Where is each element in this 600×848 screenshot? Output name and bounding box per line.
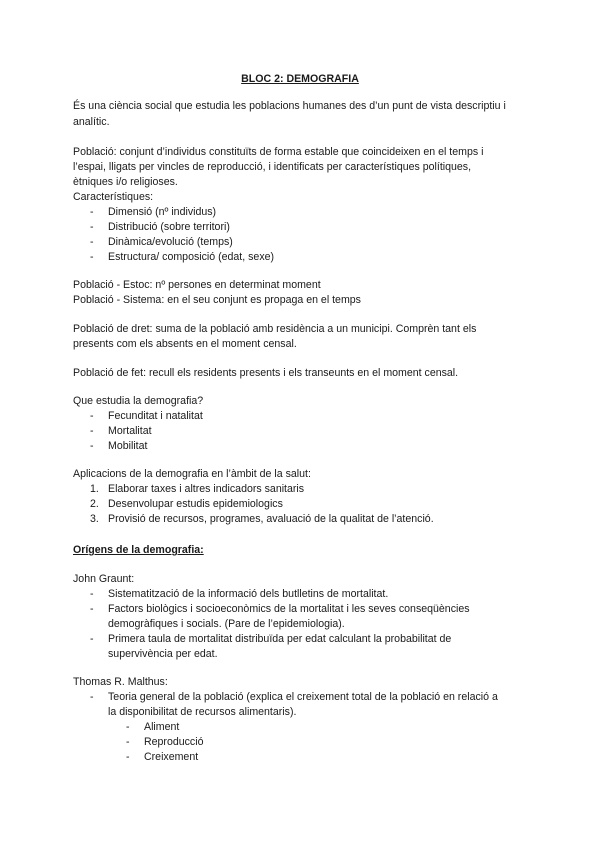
malthus-name: Thomas R. Malthus:	[73, 676, 168, 688]
poblacio-dret-line-2: presents com els absents en el moment censal.	[73, 338, 297, 350]
bullet-dash: -	[126, 751, 130, 763]
malthus-sub-item: Creixement	[144, 751, 199, 763]
que-estudia-item: Mortalitat	[108, 425, 152, 437]
caracteristiques-label: Característiques:	[73, 191, 154, 203]
intro-line-2: analític.	[73, 116, 110, 128]
aplicacio-item: Elaborar taxes i altres indicadors sanitaris	[108, 483, 305, 495]
caracteristica-item: Dimensió (nº individus)	[108, 206, 217, 218]
poblacio-def-line-2: l’espai, lligats per vincles de reproducció, i identificats per característiques polítiques,	[73, 161, 472, 173]
poblacio-sistema: Població - Sistema: en el seu conjunt es propaga en el temps	[73, 294, 361, 306]
malthus-item: Teoria general de la població (explica el creixement total de la població en relació a	[108, 691, 498, 703]
bullet-dash: -	[90, 236, 94, 248]
caracteristica-item: Estructura/ composició (edat, sexe)	[108, 251, 275, 263]
bullet-dash: -	[90, 206, 94, 218]
poblacio-def-line-1: Població: conjunt d’individus constituïts de forma estable que coincideixen en el temps i	[73, 146, 484, 158]
aplicacions-label: Aplicacions de la demografia en l’àmbit de la salut:	[73, 468, 311, 480]
aplicacio-item: Desenvolupar estudis epidemiologics	[108, 498, 283, 510]
bullet-dash: -	[90, 251, 94, 263]
bullet-dash: -	[90, 410, 94, 422]
bullet-dash: -	[90, 588, 94, 600]
malthus-sub-item: Aliment	[144, 721, 180, 733]
caracteristica-item: Dinàmica/evolució (temps)	[108, 236, 233, 248]
bullet-dash: -	[90, 221, 94, 233]
bullet-dash: -	[126, 721, 130, 733]
aplicacio-item: Provisió de recursos, programes, avaluació de la qualitat de l’atenció.	[108, 513, 434, 525]
list-number: 3.	[90, 513, 99, 525]
intro-line-1: És una ciència social que estudia les poblacions humanes des d’un punt de vista descriptiu i	[73, 100, 506, 112]
que-estudia-item: Fecunditat i natalitat	[108, 410, 203, 422]
que-estudia-item: Mobilitat	[108, 440, 148, 452]
graunt-item-cont: demogràfiques i socials. (Pare de l’epidemiologia).	[108, 618, 345, 630]
poblacio-fet: Població de fet: recull els residents presents i els transeunts en el moment censal.	[73, 367, 459, 379]
poblacio-estoc: Població - Estoc: nº persones en determinat moment	[73, 279, 321, 291]
caracteristica-item: Distribució (sobre territori)	[108, 221, 230, 233]
bullet-dash: -	[90, 691, 94, 703]
bullet-dash: -	[90, 440, 94, 452]
bullet-dash: -	[126, 736, 130, 748]
bullet-dash: -	[90, 425, 94, 437]
page-title: BLOC 2: DEMOGRAFIA	[241, 73, 359, 85]
list-number: 1.	[90, 483, 99, 495]
poblacio-def-line-3: ètniques i/o religioses.	[73, 176, 178, 188]
graunt-item: Sistematització de la informació dels butlletins de mortalitat.	[108, 588, 389, 600]
graunt-item: Factors biològics i socioeconòmics de la mortalitat i les seves conseqüències	[108, 603, 470, 615]
bullet-dash: -	[90, 603, 94, 615]
graunt-name: John Graunt:	[73, 573, 135, 585]
graunt-item: Primera taula de mortalitat distribuïda per edat calculant la probabilitat de	[108, 633, 452, 645]
list-number: 2.	[90, 498, 99, 510]
origens-heading: Orígens de la demografia:	[73, 544, 204, 556]
graunt-item-cont: supervivència per edat.	[108, 648, 218, 660]
malthus-sub-item: Reproducció	[144, 736, 204, 748]
malthus-item-cont: la disponibilitat de recursos alimentaris).	[108, 706, 297, 718]
que-estudia-label: Que estudia la demografia?	[73, 395, 204, 407]
bullet-dash: -	[90, 633, 94, 645]
poblacio-dret-line-1: Població de dret: suma de la població amb residència a un municipi. Comprèn tant els	[73, 323, 477, 335]
